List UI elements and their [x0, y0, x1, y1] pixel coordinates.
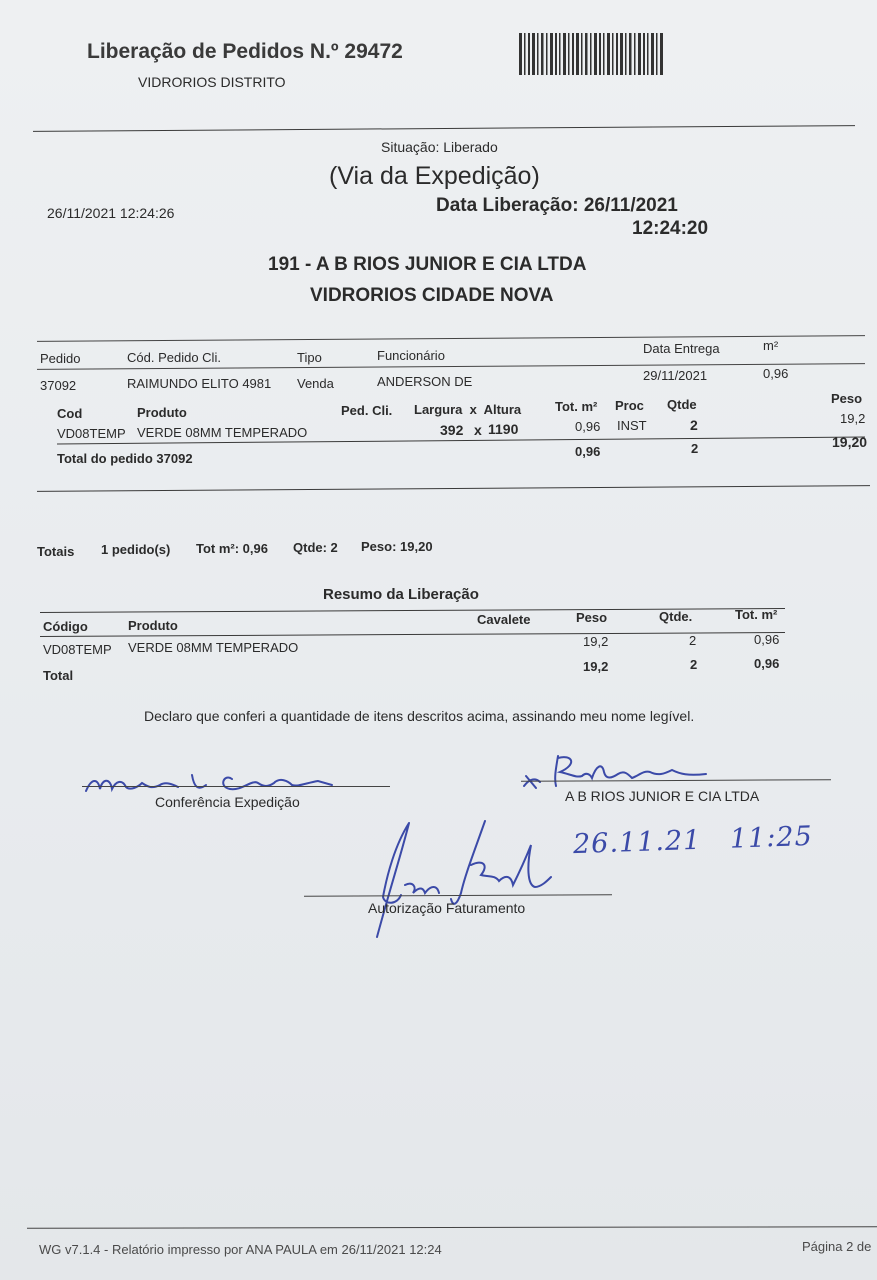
footer-page-number: Página 2 de [802, 1239, 872, 1254]
data-liberacao-time: 12:24:20 [632, 218, 709, 239]
item-tot-m2: 0,96 [575, 419, 601, 434]
resumo-col-codigo: Código [43, 619, 88, 634]
col-m2: m² [763, 338, 779, 353]
col-tot-m2: Tot. m² [555, 399, 598, 414]
col-produto: Produto [137, 405, 187, 420]
resumo-col-qtde: Qtde. [659, 609, 693, 624]
item-altura: 1190 [488, 421, 519, 437]
client-name: 191 - A B RIOS JUNIOR E CIA LTDA [268, 254, 587, 275]
client-store: VIDRORIOS CIDADE NOVA [310, 285, 554, 306]
resumo-total-peso: 19,2 [583, 659, 609, 674]
totais-qtde: Qtde: 2 [293, 540, 338, 555]
col-funcionario: Funcionário [377, 348, 445, 363]
divider [27, 1226, 877, 1228]
barcode [519, 33, 664, 75]
col-data-entrega: Data Entrega [643, 341, 720, 356]
via-label: (Via da Expedição) [329, 162, 540, 190]
order-total-peso: 19,20 [832, 434, 868, 450]
order-m2: 0,96 [763, 366, 789, 381]
item-produto: VERDE 08MM TEMPERADO [137, 425, 308, 440]
divider [37, 485, 870, 492]
col-cod-pedido-cli: Cód. Pedido Cli. [127, 350, 221, 365]
resumo-tot-m2: 0,96 [754, 632, 780, 647]
resumo-qtde: 2 [689, 633, 697, 648]
item-cod: VD08TEMP [57, 426, 126, 441]
col-largura-altura: Largura x Altura [414, 402, 522, 417]
order-pedido: 37092 [40, 378, 77, 393]
printed-datetime: 26/11/2021 12:24:26 [47, 205, 175, 221]
client-signature [520, 752, 720, 792]
col-qtde: Qtde [667, 397, 697, 412]
signature-line [82, 786, 390, 787]
conferencia-label: Conferência Expedição [155, 794, 300, 810]
col-pedido: Pedido [40, 351, 81, 366]
resumo-col-tot-m2: Tot. m² [735, 607, 778, 622]
col-cod: Cod [57, 406, 83, 421]
divider [37, 335, 865, 342]
col-ped-cli: Ped. Cli. [341, 403, 393, 418]
resumo-codigo: VD08TEMP [43, 642, 112, 657]
item-x: x [474, 422, 482, 438]
status-situacao: Situação: Liberado [381, 139, 498, 155]
order-funcionario: ANDERSON DE [377, 374, 473, 389]
conferencia-signature [82, 757, 342, 799]
resumo-title: Resumo da Liberação [323, 586, 479, 603]
resumo-peso: 19,2 [583, 634, 609, 649]
totais-pedidos: 1 pedido(s) [101, 542, 171, 557]
col-tipo: Tipo [297, 350, 322, 365]
order-data-entrega: 29/11/2021 [643, 368, 708, 383]
item-qtde: 2 [690, 417, 698, 433]
col-proc: Proc [615, 398, 644, 413]
declaration-text: Declaro que conferi a quantidade de itens descritos acima, assinando meu nome legível. [144, 708, 695, 724]
resumo-total-qtde: 2 [690, 657, 698, 672]
resumo-col-cavalete: Cavalete [477, 612, 531, 627]
item-peso: 19,2 [840, 411, 866, 426]
order-total-label: Total do pedido 37092 [57, 451, 193, 466]
autorizacao-label: Autorização Faturamento [368, 900, 526, 916]
resumo-col-produto: Produto [128, 618, 178, 633]
resumo-total-tot-m2: 0,96 [754, 656, 780, 671]
totais-label: Totais [37, 544, 75, 559]
totais-tot-m2: Tot m²: 0,96 [196, 541, 268, 556]
conferencia-handwritten: marcio costa [92, 787, 99, 788]
divider [33, 125, 855, 132]
footer-printed-by: WG v7.1.4 - Relatório impresso por ANA PAULA em 26/11/2021 12:24 [39, 1242, 442, 1257]
data-liberacao: Data Liberação: 26/11/2021 [436, 195, 678, 216]
col-peso: Peso [831, 391, 863, 406]
order-total-qtde: 2 [691, 441, 699, 456]
item-largura: 392 [440, 422, 464, 438]
document-title: Liberação de Pedidos N.º 29472 [87, 40, 403, 63]
handwritten-date: 26.11.21 11:25 [572, 820, 814, 861]
resumo-produto: VERDE 08MM TEMPERADO [128, 640, 299, 655]
order-tipo: Venda [297, 376, 334, 391]
autorizacao-signature [365, 815, 555, 945]
order-total-m2: 0,96 [575, 444, 601, 459]
client-signature-label: A B RIOS JUNIOR E CIA LTDA [565, 788, 760, 804]
totais-peso: Peso: 19,20 [361, 539, 433, 554]
order-cod-pedido-cli: RAIMUNDO ELITO 4981 [127, 376, 272, 391]
company-name: VIDRORIOS DISTRITO [138, 74, 286, 90]
resumo-total-label: Total [43, 668, 74, 683]
item-proc: INST [617, 418, 647, 433]
resumo-col-peso: Peso [576, 610, 608, 625]
